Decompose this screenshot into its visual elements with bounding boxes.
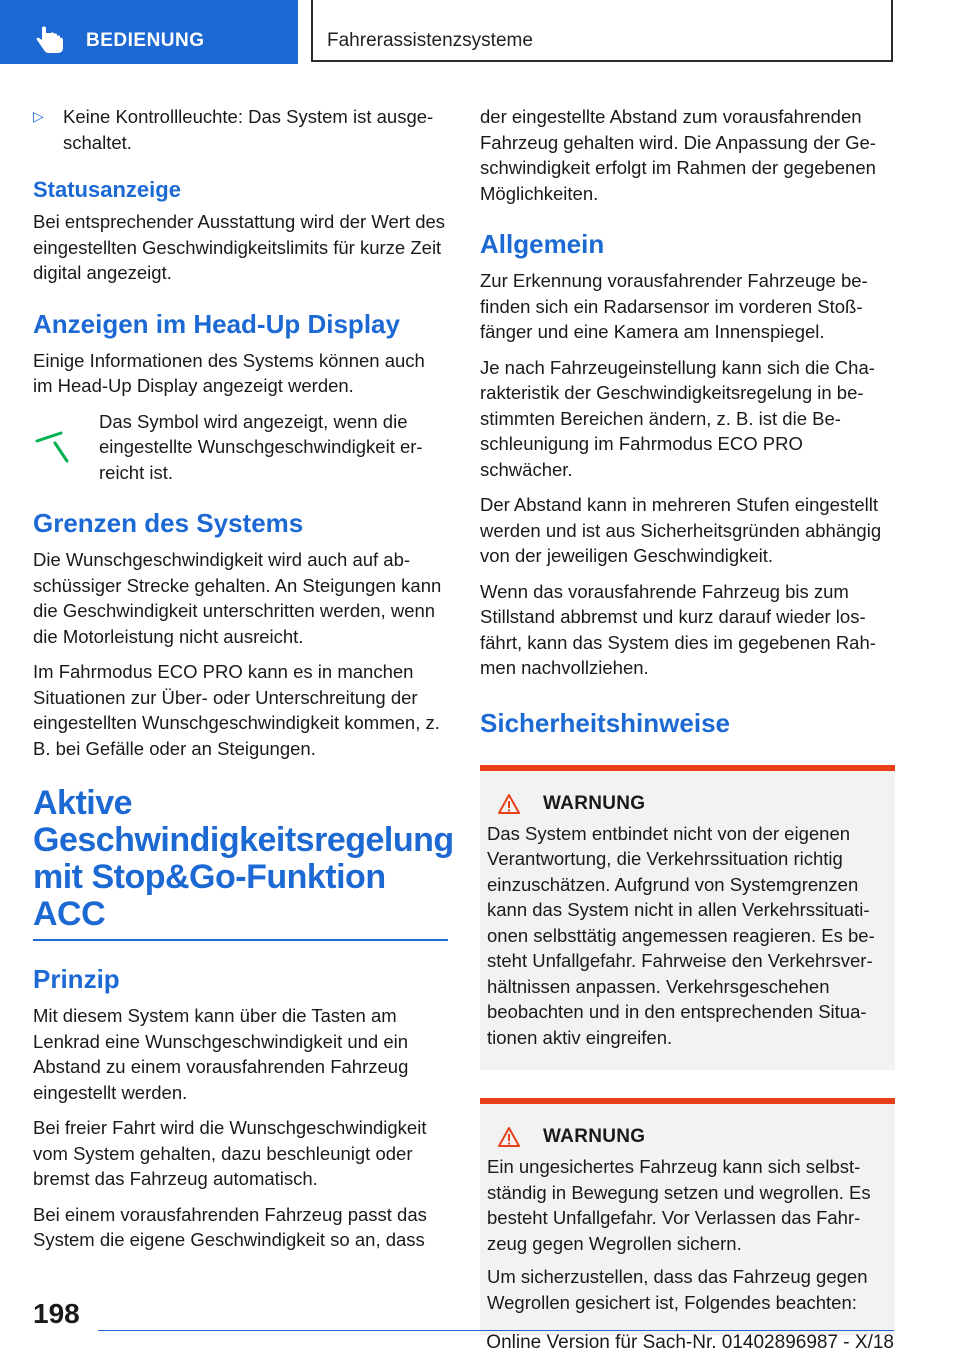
warning-box (480, 765, 895, 1071)
paragraph: Je nach Fahrzeugeinstellung kann sich die Charakteristik der Geschwindigkeitsregelung in bestimmten Bereichen ändern, z. B. ist die Beschleunigung im Fahrmodus ECO PRO schwächer. (480, 356, 875, 480)
heading-sicherheitshinweise: Sicherheitshinweise (480, 707, 730, 738)
paragraph: Bei freier Fahrt wird die Wunschgeschwindigkeit vom System gehalten, dazu beschleunigt oder bremst das Fahrzeug automatisch. (33, 1117, 427, 1189)
page-number: 198 (33, 1298, 80, 1329)
chapter-tab-label: BEDIENUNG (86, 30, 205, 51)
chapter-tab (0, 0, 298, 64)
paragraph: Zur Erkennung vorausfahrender Fahrzeuge befinden sich ein Radarsensor im vorderen Stoßfänger und eine Kamera am Innenspiegel. (480, 270, 868, 342)
left-column (33, 100, 454, 1263)
section-header (311, 0, 893, 62)
footer-online-version: Online Version für Sach-Nr. 01402896987 - X/18 (486, 1332, 894, 1353)
paragraph: Die Wunschgeschwindigkeit wird auch auf abschüssiger Strecke gehalten. An Steigungen kann die Geschwindigkeit unterschritten werden, wenn die Motorleistung nicht ausreicht. (33, 549, 442, 647)
heading-divider (33, 939, 448, 941)
chapter-heading-acc: Aktive Geschwindigkeitsregelung mit Stop&Go-Funktion ACC (33, 784, 454, 933)
heading-statusanzeige: Statusanzeige (33, 177, 181, 202)
heading-allgemein: Allgemein (480, 229, 605, 259)
footer-divider (98, 1330, 894, 1331)
paragraph: Im Fahrmodus ECO PRO kann es in manchen Situationen zur Über- oder Unterschreitung der eingestellten Wunschgeschwindigkeit kommen, z. B. bei Gefälle oder an Steigungen. (33, 661, 440, 759)
warning-text: Das System entbindet nicht von der eigenen Verantwortung, die Verkehrssituation richtig einzuschätzen. Aufgrund von Systemgrenzen kann das System nicht in allen Verkehrssituationen selbsttätig angemessen reagieren. Es besteht Unfallgefahr. Fahrweise den Verkehrsverhältnissen anpassen. Verkehrsgeschehen beobachten und in den entsprechenden Situationen aktiv eingreifen. (487, 822, 875, 1048)
list-item-text: Keine Kontrollleuchte: Das System ist ausgeschaltet. (63, 106, 434, 153)
warning-header (487, 1126, 887, 1148)
speed-reached-icon (33, 409, 99, 486)
warning-text: Um sicherzustellen, dass das Fahrzeug gegen Wegrollen gesichert ist, Folgendes beachten: (487, 1266, 868, 1313)
warning-box (480, 1098, 895, 1335)
paragraph: Bei einem vorausfahrenden Fahrzeug passt das System die eigene Geschwindigkeit so an, dass (33, 1203, 427, 1250)
warning-text: Ein ungesichertes Fahrzeug kann sich selbstständig in Bewegung setzen und wegrollen. Es besteht Unfallgefahr. Vor Verlassen das Fahrzeug gegen Wegrollen sichern. (487, 1156, 871, 1254)
symbol-description: Das Symbol wird angezeigt, wenn die eingestellte Wunschgeschwindigkeit erreicht ist. (99, 410, 423, 483)
paragraph: Mit diesem System kann über die Tasten am Lenkrad eine Wunschgeschwindigkeit und ein Abstand zu einem vorausfahrenden Fahrzeug eingestellt werden. (33, 1005, 409, 1103)
right-column (480, 104, 895, 1335)
warning-title: WARNUNG (543, 1126, 646, 1147)
paragraph: Der Abstand kann in mehreren Stufen eingestellt werden und ist aus Sicherheitsgründen abhängig von der jeweiligen Geschwindigkeit. (480, 494, 882, 566)
heading-grenzen: Grenzen des Systems (33, 508, 304, 538)
triangle-bullet-icon: ▷ (33, 108, 44, 124)
warning-triangle-icon (497, 1126, 521, 1148)
heading-prinzip: Prinzip (33, 964, 120, 994)
section-title: Fahrerassistenzsysteme (327, 30, 533, 51)
paragraph: Einige Informationen des Systems können auch im Head-Up Display angezeigt werden. (33, 349, 425, 396)
warning-title: WARNUNG (543, 792, 646, 814)
hand-pointer-icon (36, 26, 66, 54)
paragraph: Bei entsprechender Ausstattung wird der Wert des eingestellten Geschwindigkeitslimits für kurze Zeit digital angezeigt. (33, 211, 446, 283)
paragraph: der eingestellte Abstand zum vorausfahrenden Fahrzeug gehalten wird. Die Anpassung der Geschwindigkeit erfolgt im Rahmen der gegebenen Möglichkeiten. (480, 106, 876, 204)
paragraph: Wenn das vorausfahrende Fahrzeug bis zum Stillstand abbremst und kurz darauf wieder losfährt, kann das System dies im gegebenen Rahmen nachvollziehen. (480, 580, 876, 678)
symbol-explanation (33, 409, 448, 486)
warning-header (487, 793, 887, 815)
heading-head-up-display: Anzeigen im Head-Up Display (33, 308, 400, 339)
warning-triangle-icon (497, 793, 521, 815)
list-item (33, 104, 448, 155)
